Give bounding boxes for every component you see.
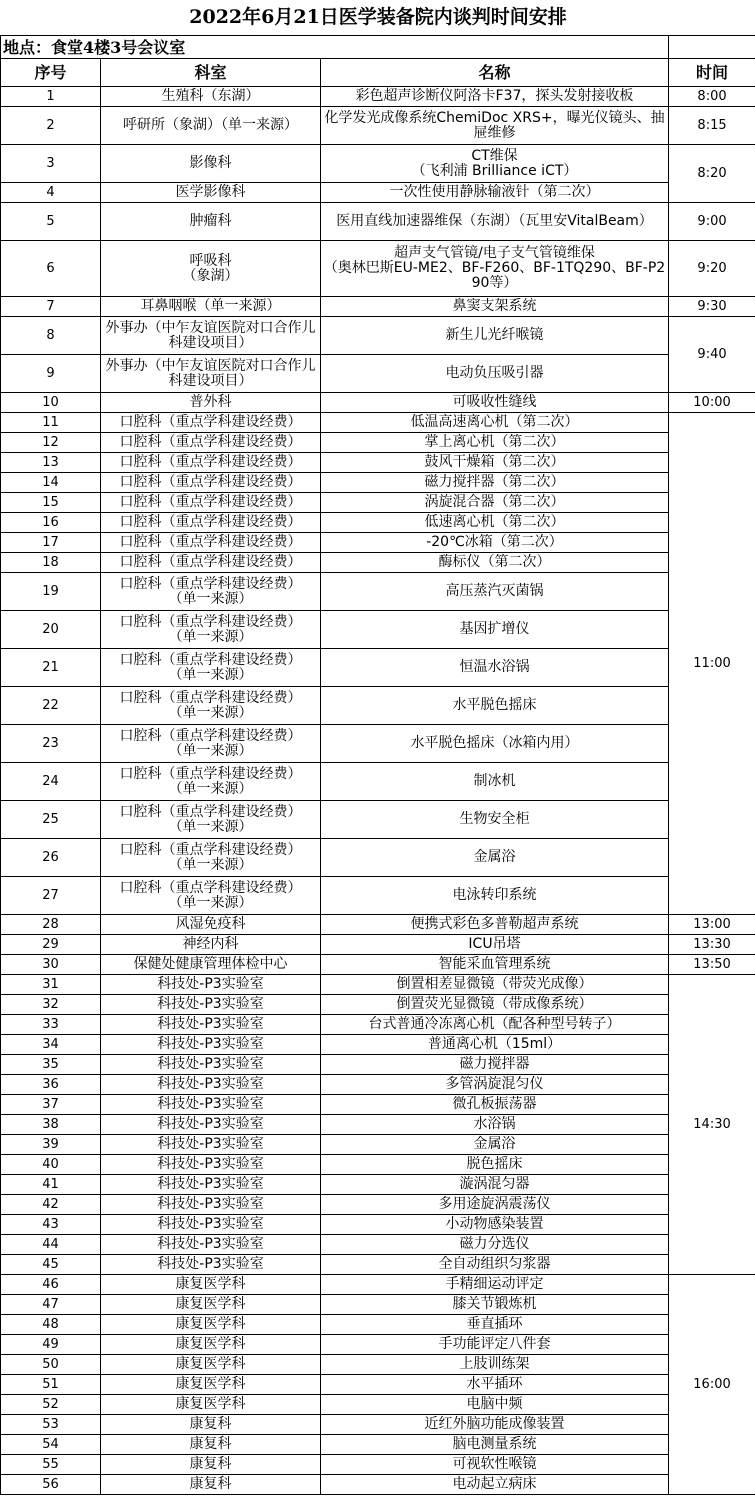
department-cell: 外事办（中乍友谊医院对口合作儿科建设项目） xyxy=(101,355,321,393)
item-name-cell: 鼓风干燥箱（第二次） xyxy=(321,453,669,473)
table-row xyxy=(1,1435,755,1455)
item-name-cell: 掌上离心机（第二次） xyxy=(321,433,669,453)
department-cell: 口腔科（重点学科建设经费） （单一来源） xyxy=(101,839,321,877)
row-number: 53 xyxy=(1,1415,101,1435)
table-row xyxy=(1,453,755,473)
department-cell: 科技处-P3实验室 xyxy=(101,1175,321,1195)
item-name-cell: 电脑中频 xyxy=(321,1395,669,1415)
row-number: 34 xyxy=(1,1035,101,1055)
table-row xyxy=(1,1175,755,1195)
row-number: 39 xyxy=(1,1135,101,1155)
row-number: 31 xyxy=(1,975,101,995)
item-name-cell: 金属浴 xyxy=(321,1135,669,1155)
department-cell: 康复科 xyxy=(101,1435,321,1455)
item-name-cell: 鼻窦支架系统 xyxy=(321,297,669,317)
table-row xyxy=(1,915,755,935)
table-row xyxy=(1,317,755,355)
row-number: 8 xyxy=(1,317,101,355)
department-cell: 口腔科（重点学科建设经费） xyxy=(101,493,321,513)
item-name-cell: 多管涡旋混匀仪 xyxy=(321,1075,669,1095)
table-row xyxy=(1,877,755,915)
table-row xyxy=(1,183,755,203)
row-number: 35 xyxy=(1,1055,101,1075)
time-cell: 8:15 xyxy=(669,107,755,145)
table-row xyxy=(1,1395,755,1415)
row-number: 51 xyxy=(1,1375,101,1395)
department-cell: 科技处-P3实验室 xyxy=(101,1195,321,1215)
table-row xyxy=(1,533,755,553)
table-row xyxy=(1,1255,755,1275)
department-cell: 康复医学科 xyxy=(101,1355,321,1375)
item-name-cell: 化学发光成像系统ChemiDoc XRS+，曝光仪镜头、抽屉维修 xyxy=(321,107,669,145)
department-cell: 科技处-P3实验室 xyxy=(101,1155,321,1175)
table-row xyxy=(1,1295,755,1315)
department-cell: 口腔科（重点学科建设经费） （单一来源） xyxy=(101,877,321,915)
department-cell: 科技处-P3实验室 xyxy=(101,1215,321,1235)
department-cell: 科技处-P3实验室 xyxy=(101,1095,321,1115)
department-cell: 口腔科（重点学科建设经费） xyxy=(101,553,321,573)
item-name-cell: 倒置荧光显微镜（带成像系统） xyxy=(321,995,669,1015)
item-name-cell: 手精细运动评定 xyxy=(321,1275,669,1295)
department-cell: 普外科 xyxy=(101,393,321,413)
department-cell: 呼研所（象湖）（单一来源） xyxy=(101,107,321,145)
department-cell: 口腔科（重点学科建设经费） xyxy=(101,453,321,473)
item-name-cell: 水浴锅 xyxy=(321,1115,669,1135)
row-number: 52 xyxy=(1,1395,101,1415)
row-number: 23 xyxy=(1,725,101,763)
row-number: 6 xyxy=(1,241,101,297)
row-number: 46 xyxy=(1,1275,101,1295)
row-number: 24 xyxy=(1,763,101,801)
department-cell: 科技处-P3实验室 xyxy=(101,1235,321,1255)
time-cell: 8:00 xyxy=(669,87,755,107)
time-cell: 13:30 xyxy=(669,935,755,955)
table-row xyxy=(1,1355,755,1375)
item-name-cell: 普通离心机（15ml） xyxy=(321,1035,669,1055)
table-row xyxy=(1,1035,755,1055)
item-name-cell: 低速离心机（第二次） xyxy=(321,513,669,533)
row-number: 47 xyxy=(1,1295,101,1315)
table-row xyxy=(1,413,755,433)
department-cell: 口腔科（重点学科建设经费） xyxy=(101,413,321,433)
department-cell: 康复医学科 xyxy=(101,1315,321,1335)
item-name-cell: 水平脱色摇床（冰箱内用） xyxy=(321,725,669,763)
row-number: 27 xyxy=(1,877,101,915)
item-name-cell: 生物安全柜 xyxy=(321,801,669,839)
item-name-cell: 倒置相差显微镜（带荧光成像） xyxy=(321,975,669,995)
department-cell: 呼吸科 （象湖） xyxy=(101,241,321,297)
department-cell: 肿瘤科 xyxy=(101,203,321,241)
department-cell: 口腔科（重点学科建设经费） xyxy=(101,513,321,533)
department-cell: 康复科 xyxy=(101,1475,321,1495)
department-cell: 康复医学科 xyxy=(101,1395,321,1415)
table-row xyxy=(1,203,755,241)
time-cell: 14:30 xyxy=(669,975,755,1275)
time-cell: 9:00 xyxy=(669,203,755,241)
table-row xyxy=(1,1415,755,1435)
table-row xyxy=(1,573,755,611)
item-name-cell: ICU吊塔 xyxy=(321,935,669,955)
table-row xyxy=(1,393,755,413)
row-number: 20 xyxy=(1,611,101,649)
page-title: 2022年6月21日医学装备院内谈判时间安排 xyxy=(189,6,567,28)
department-cell: 康复科 xyxy=(101,1455,321,1475)
table-row xyxy=(1,935,755,955)
table-row xyxy=(1,1235,755,1255)
row-number: 41 xyxy=(1,1175,101,1195)
item-name-cell: 彩色超声诊断仪阿洛卡F37，探头发射接收板 xyxy=(321,87,669,107)
row-number: 44 xyxy=(1,1235,101,1255)
row-number: 28 xyxy=(1,915,101,935)
item-name-cell: 涡旋混合器（第二次） xyxy=(321,493,669,513)
empty-cell xyxy=(669,36,755,59)
row-number: 3 xyxy=(1,145,101,183)
item-name-cell: 垂直插环 xyxy=(321,1315,669,1335)
table-row xyxy=(1,433,755,453)
item-name-cell: 磁力搅拌器 xyxy=(321,1055,669,1075)
department-cell: 科技处-P3实验室 xyxy=(101,975,321,995)
table-row xyxy=(1,355,755,393)
table-row xyxy=(1,955,755,975)
table-row xyxy=(1,687,755,725)
item-name-cell: 脱色摇床 xyxy=(321,1155,669,1175)
table-row xyxy=(1,1375,755,1395)
row-number: 17 xyxy=(1,533,101,553)
department-cell: 科技处-P3实验室 xyxy=(101,1115,321,1135)
item-name-cell: 酶标仪（第二次） xyxy=(321,553,669,573)
item-name-cell: 漩涡混匀器 xyxy=(321,1175,669,1195)
department-cell: 口腔科（重点学科建设经费） xyxy=(101,433,321,453)
item-name-cell: CT维保 （飞利浦 Brilliance iCT） xyxy=(321,145,669,183)
table-row xyxy=(1,493,755,513)
row-number: 43 xyxy=(1,1215,101,1235)
time-cell: 9:30 xyxy=(669,297,755,317)
row-number: 14 xyxy=(1,473,101,493)
department-cell: 口腔科（重点学科建设经费） （单一来源） xyxy=(101,573,321,611)
department-cell: 口腔科（重点学科建设经费） （单一来源） xyxy=(101,687,321,725)
row-number: 25 xyxy=(1,801,101,839)
department-cell: 康复医学科 xyxy=(101,1275,321,1295)
table-row xyxy=(1,1135,755,1155)
department-cell: 口腔科（重点学科建设经费） xyxy=(101,533,321,553)
time-cell: 8:20 xyxy=(669,145,755,203)
row-number: 45 xyxy=(1,1255,101,1275)
item-name-cell: 电动起立病床 xyxy=(321,1475,669,1495)
department-cell: 外事办（中乍友谊医院对口合作儿科建设项目） xyxy=(101,317,321,355)
department-cell: 康复医学科 xyxy=(101,1295,321,1315)
department-cell: 科技处-P3实验室 xyxy=(101,1255,321,1275)
item-name-cell: 多用途旋涡震荡仪 xyxy=(321,1195,669,1215)
department-cell: 康复科 xyxy=(101,1415,321,1435)
header-name: 名称 xyxy=(321,59,669,87)
department-cell: 口腔科（重点学科建设经费） xyxy=(101,473,321,493)
item-name-cell: 医用直线加速器维保（东湖）（瓦里安VitalBeam） xyxy=(321,203,669,241)
table-row xyxy=(1,297,755,317)
item-name-cell: 磁力搅拌器（第二次） xyxy=(321,473,669,493)
department-cell: 科技处-P3实验室 xyxy=(101,1135,321,1155)
row-number: 38 xyxy=(1,1115,101,1135)
table-row xyxy=(1,1275,755,1295)
table-row xyxy=(1,1215,755,1235)
item-name-cell: -20℃冰箱（第二次） xyxy=(321,533,669,553)
time-cell: 11:00 xyxy=(669,413,755,915)
item-name-cell: 微孔板振荡器 xyxy=(321,1095,669,1115)
title-row xyxy=(1,0,755,36)
item-name-cell: 可吸收性缝线 xyxy=(321,393,669,413)
row-number: 10 xyxy=(1,393,101,413)
row-number: 50 xyxy=(1,1355,101,1375)
row-number: 2 xyxy=(1,107,101,145)
table-row xyxy=(1,763,755,801)
department-cell: 科技处-P3实验室 xyxy=(101,1055,321,1075)
table-row xyxy=(1,1195,755,1215)
item-name-cell: 电泳转印系统 xyxy=(321,877,669,915)
department-cell: 口腔科（重点学科建设经费） （单一来源） xyxy=(101,801,321,839)
row-number: 15 xyxy=(1,493,101,513)
row-number: 11 xyxy=(1,413,101,433)
department-cell: 科技处-P3实验室 xyxy=(101,1015,321,1035)
table-row xyxy=(1,1455,755,1475)
header-dept: 科室 xyxy=(101,59,321,87)
table-row xyxy=(1,1055,755,1075)
item-name-cell: 金属浴 xyxy=(321,839,669,877)
table-row xyxy=(1,87,755,107)
item-name-cell: 小动物感染装置 xyxy=(321,1215,669,1235)
time-cell: 9:20 xyxy=(669,241,755,297)
department-cell: 医学影像科 xyxy=(101,183,321,203)
table-row xyxy=(1,1335,755,1355)
time-cell: 13:00 xyxy=(669,915,755,935)
item-name-cell: 膝关节锻炼机 xyxy=(321,1295,669,1315)
table-row xyxy=(1,513,755,533)
item-name-cell: 高压蒸汽灭菌锅 xyxy=(321,573,669,611)
row-number: 5 xyxy=(1,203,101,241)
table-row xyxy=(1,801,755,839)
department-cell: 口腔科（重点学科建设经费） （单一来源） xyxy=(101,725,321,763)
row-number: 7 xyxy=(1,297,101,317)
row-number: 29 xyxy=(1,935,101,955)
department-cell: 口腔科（重点学科建设经费） （单一来源） xyxy=(101,649,321,687)
row-number: 22 xyxy=(1,687,101,725)
table-row xyxy=(1,1475,755,1495)
item-name-cell: 一次性使用静脉输液针（第二次） xyxy=(321,183,669,203)
row-number: 9 xyxy=(1,355,101,393)
row-number: 37 xyxy=(1,1095,101,1115)
row-number: 56 xyxy=(1,1475,101,1495)
row-number: 4 xyxy=(1,183,101,203)
item-name-cell: 磁力分选仪 xyxy=(321,1235,669,1255)
row-number: 18 xyxy=(1,553,101,573)
table-row xyxy=(1,553,755,573)
row-number: 36 xyxy=(1,1075,101,1095)
item-name-cell: 便携式彩色多普勒超声系统 xyxy=(321,915,669,935)
department-cell: 影像科 xyxy=(101,145,321,183)
department-cell: 口腔科（重点学科建设经费） （单一来源） xyxy=(101,763,321,801)
row-number: 13 xyxy=(1,453,101,473)
item-name-cell: 恒温水浴锅 xyxy=(321,649,669,687)
item-name-cell: 上肢训练架 xyxy=(321,1355,669,1375)
time-cell: 9:40 xyxy=(669,317,755,393)
department-cell: 神经内科 xyxy=(101,935,321,955)
table-row xyxy=(1,1155,755,1175)
table-row xyxy=(1,611,755,649)
item-name-cell: 近红外脑功能成像装置 xyxy=(321,1415,669,1435)
row-number: 54 xyxy=(1,1435,101,1455)
department-cell: 康复医学科 xyxy=(101,1375,321,1395)
department-cell: 口腔科（重点学科建设经费） （单一来源） xyxy=(101,611,321,649)
table-row xyxy=(1,1315,755,1335)
table-row xyxy=(1,975,755,995)
department-cell: 耳鼻咽喉（单一来源） xyxy=(101,297,321,317)
table-row xyxy=(1,725,755,763)
item-name-cell: 手功能评定八件套 xyxy=(321,1335,669,1355)
time-cell: 13:50 xyxy=(669,955,755,975)
table-row xyxy=(1,145,755,183)
time-cell: 10:00 xyxy=(669,393,755,413)
department-cell: 科技处-P3实验室 xyxy=(101,1075,321,1095)
location-row xyxy=(1,36,755,59)
department-cell: 风湿免疫科 xyxy=(101,915,321,935)
row-number: 16 xyxy=(1,513,101,533)
table-row xyxy=(1,839,755,877)
time-cell: 16:00 xyxy=(669,1275,755,1495)
header-no: 序号 xyxy=(1,59,101,87)
department-cell: 保健处健康管理体检中心 xyxy=(101,955,321,975)
table-row xyxy=(1,1095,755,1115)
row-number: 42 xyxy=(1,1195,101,1215)
department-cell: 康复医学科 xyxy=(101,1335,321,1355)
table-row xyxy=(1,241,755,297)
item-name-cell: 水平插环 xyxy=(321,1375,669,1395)
item-name-cell: 台式普通冷冻离心机（配各种型号转子） xyxy=(321,1015,669,1035)
table-row xyxy=(1,1075,755,1095)
row-number: 33 xyxy=(1,1015,101,1035)
row-number: 49 xyxy=(1,1335,101,1355)
department-cell: 科技处-P3实验室 xyxy=(101,995,321,1015)
row-number: 12 xyxy=(1,433,101,453)
item-name-cell: 脑电测量系统 xyxy=(321,1435,669,1455)
table-row xyxy=(1,473,755,493)
item-name-cell: 可视软性喉镜 xyxy=(321,1455,669,1475)
row-number: 30 xyxy=(1,955,101,975)
item-name-cell: 低温高速离心机（第二次） xyxy=(321,413,669,433)
row-number: 55 xyxy=(1,1455,101,1475)
row-number: 1 xyxy=(1,87,101,107)
row-number: 32 xyxy=(1,995,101,1015)
table-row xyxy=(1,1015,755,1035)
item-name-cell: 全自动组织匀浆器 xyxy=(321,1255,669,1275)
row-number: 40 xyxy=(1,1155,101,1175)
row-number: 48 xyxy=(1,1315,101,1335)
department-cell: 科技处-P3实验室 xyxy=(101,1035,321,1055)
table-row xyxy=(1,995,755,1015)
department-cell: 生殖科（东湖） xyxy=(101,87,321,107)
table-row xyxy=(1,649,755,687)
item-name-cell: 基因扩增仪 xyxy=(321,611,669,649)
item-name-cell: 水平脱色摇床 xyxy=(321,687,669,725)
item-name-cell: 制冰机 xyxy=(321,763,669,801)
item-name-cell: 超声支气管镜/电子支气管镜维保 （奥林巴斯EU-ME2、BF-F260、BF-1TQ290、BF-P290等） xyxy=(321,241,669,297)
header-row xyxy=(1,59,755,87)
item-name-cell: 电动负压吸引器 xyxy=(321,355,669,393)
location-label: 地点：食堂4楼3号会议室 xyxy=(1,36,669,59)
row-number: 21 xyxy=(1,649,101,687)
table-row xyxy=(1,107,755,145)
row-number: 19 xyxy=(1,573,101,611)
row-number: 26 xyxy=(1,839,101,877)
item-name-cell: 智能采血管理系统 xyxy=(321,955,669,975)
table-row xyxy=(1,1115,755,1135)
header-time: 时间 xyxy=(669,59,755,87)
item-name-cell: 新生儿光纤喉镜 xyxy=(321,317,669,355)
